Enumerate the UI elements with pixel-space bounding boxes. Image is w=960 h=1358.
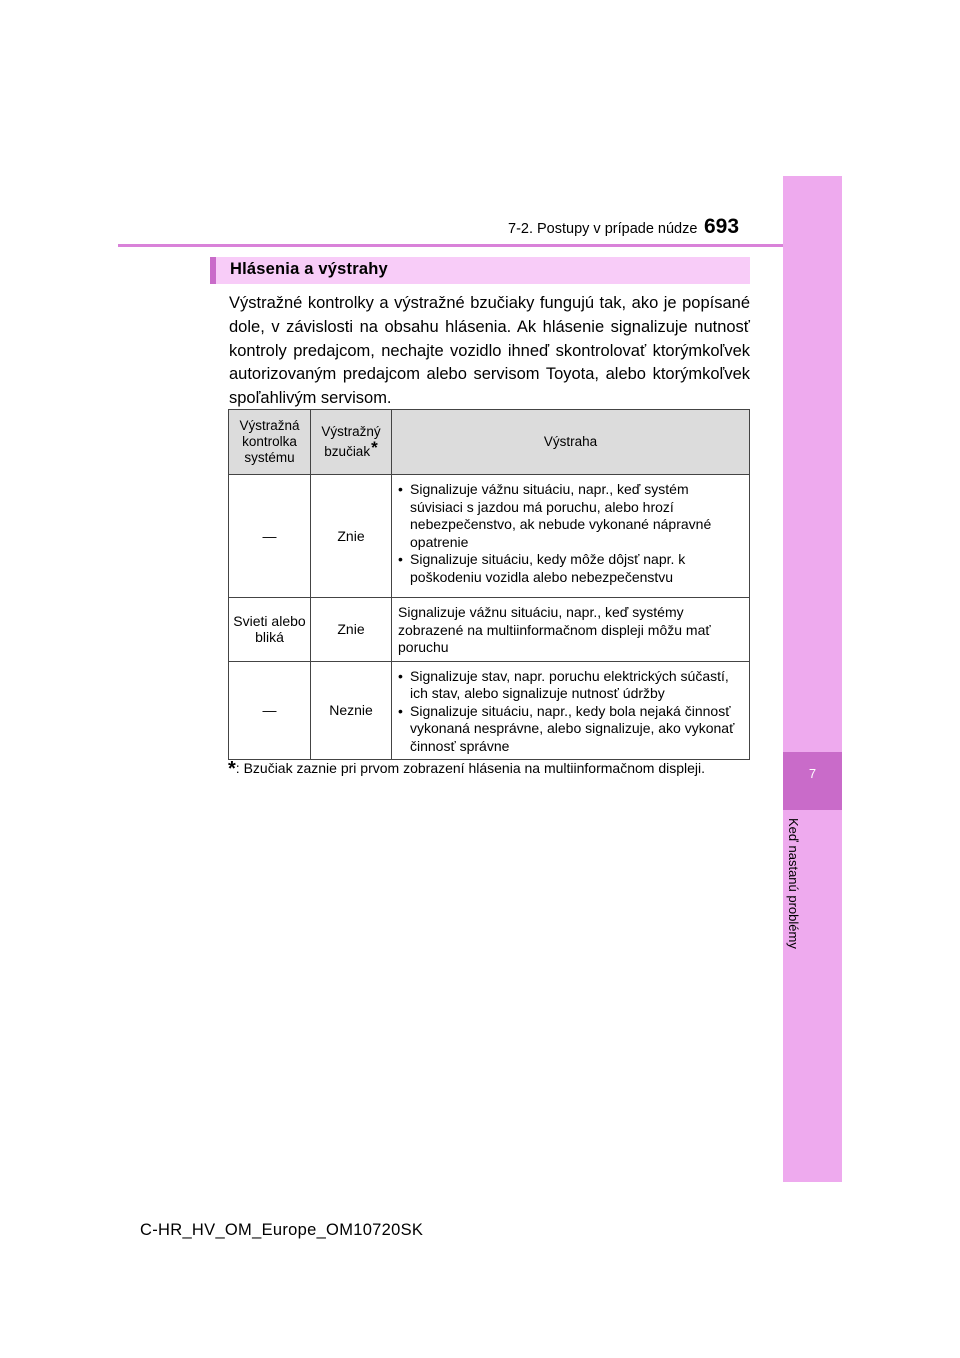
lamp-cell: —	[229, 661, 311, 760]
document-code: C-HR_HV_OM_Europe_OM10720SK	[140, 1221, 424, 1239]
warning-cell	[392, 475, 750, 598]
chapter-number: 7	[808, 766, 817, 781]
list-item: • Signalizuje stav, napr. poruchu elektrických súčastí, ich stav, alebo signalizuje nutnosť údržby	[398, 668, 744, 703]
header-section-title: 7-2. Postupy v prípade núdze	[508, 221, 698, 237]
table-row	[229, 598, 750, 662]
header-warning-lamp: Výstražná kontrolka systému	[229, 410, 311, 475]
section-title: Hlásenia a výstrahy	[230, 260, 388, 278]
footnote-text: : Bzučiak zaznie pri prvom zobrazení hlásenia na multiinformačnom displeji.	[235, 760, 706, 776]
intro-paragraph: Výstražné kontrolky a výstražné bzučiaky fungujú tak, ako je popísané dole, v závislosti na obsahu hlásenia. Ak hlásenie signalizuje nutnosť kontroly predajcom, nechajte vozidlo ihneď skontrolovať ktorýmkoľvek autorizovaným predajcom alebo servisom Toyota, alebo ktorýmkoľvek spoľahlivým servisom.	[229, 294, 750, 408]
footnote-star: *	[228, 758, 236, 780]
table-row	[229, 475, 750, 598]
header-divider	[118, 244, 842, 247]
chapter-title: Keď nastanú problémy	[786, 818, 801, 949]
warning-cell	[392, 661, 750, 760]
warning-cell: Signalizuje vážnu situáciu, napr., keď systémy zobrazené na multiinformačnom displeji môžu mať poruchu	[392, 598, 750, 662]
chapter-number-marker	[783, 752, 842, 810]
list-item: • Signalizuje vážnu situáciu, napr., keď systém súvisiaci s jazdou má poruchu, alebo hrozí nebezpečenstvo, ak nebude vykonané nápravné opatrenie	[398, 481, 744, 551]
buzzer-cell: Znie	[311, 475, 392, 598]
warning-bullet-list	[398, 481, 744, 586]
header-buzzer-label: Výstražný bzučiak	[321, 424, 381, 459]
warning-table	[228, 409, 750, 760]
page-number: 693	[704, 215, 740, 238]
header-buzzer	[311, 410, 392, 475]
table-header-row	[229, 410, 750, 475]
footnote	[228, 758, 705, 781]
section-heading-bar	[210, 257, 750, 284]
header-warning: Výstraha	[392, 410, 750, 475]
buzzer-cell: Znie	[311, 598, 392, 662]
buzzer-cell: Neznie	[311, 661, 392, 760]
table-row	[229, 661, 750, 760]
lamp-cell: Svieti alebo bliká	[229, 598, 311, 662]
list-item: • Signalizuje situáciu, napr., kedy bola nejaká činnosť vykonaná nesprávne, alebo signalizuje, ako vykonať činnosť správne	[398, 703, 744, 756]
chapter-side-tab	[783, 176, 842, 1182]
lamp-cell: —	[229, 475, 311, 598]
warning-bullet-list	[398, 668, 744, 756]
list-item: • Signalizuje situáciu, kedy môže dôjsť napr. k poškodeniu vozidla alebo nebezpečenstvu	[398, 551, 744, 586]
footnote-marker: *	[371, 438, 378, 457]
